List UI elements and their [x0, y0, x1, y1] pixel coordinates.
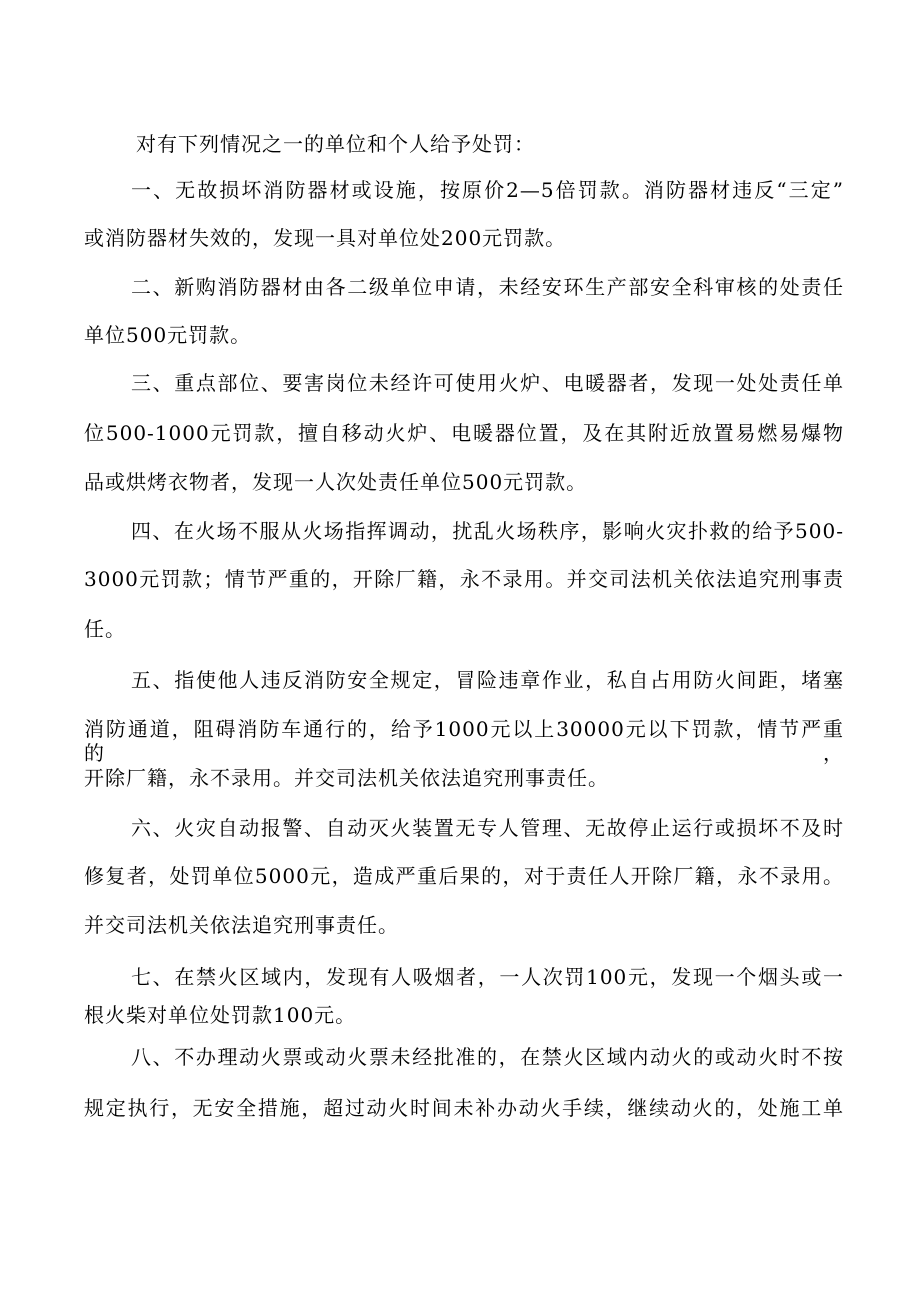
clause-2-line-2: 单位500元罚款。 [84, 323, 252, 347]
clause-6-line-2: 修复者，处罚单位5000元，造成严重后果的，对于责任人开除厂籍，永不录用。 [84, 864, 844, 888]
clause-4-line-2: 3000元罚款；情节严重的，开除厂籍，永不录用。并交司法机关依法追究刑事责 [84, 567, 844, 591]
clause-3-line-2: 位500-1000元罚款，擅自移动火炉、电暖器位置，及在其附近放置易燃易爆物 [84, 421, 844, 445]
intro-line: 对有下列情况之一的单位和个人给予处罚： [136, 132, 535, 156]
clause-8-line-2: 规定执行，无安全措施，超过动火时间未补办动火手续，继续动火的，处施工单 [84, 1096, 844, 1120]
clause-8-line-1: 八、不办理动火票或动火票未经批准的，在禁火区域内动火的或动火时不按 [131, 1045, 844, 1069]
clause-7-line-1: 七、在禁火区域内，发现有人吸烟者，一人次罚100元，发现一个烟头或一 [131, 965, 844, 989]
clause-4-line-1: 四、在火场不服从火场指挥调动，扰乱火场秩序，影响火灾扑救的给予500- [131, 519, 844, 543]
clause-4-line-3: 任。 [84, 617, 126, 641]
clause-3-line-3: 品或烘烤衣物者，发现一人次处责任单位500元罚款。 [84, 470, 588, 494]
clause-3-line-1: 三、重点部位、要害岗位未经许可使用火炉、电暖器者，发现一处处责任单 [131, 371, 844, 395]
clause-5-line-2: 消防通道，阻碍消防车通行的，给予1000元以上30000元以下罚款，情节严重的， [84, 717, 844, 765]
clause-1-line-2: 或消防器材失效的，发现一具对单位处200元罚款。 [84, 226, 567, 250]
clause-6-line-1: 六、火灾自动报警、自动灭火装置无专人管理、无故停止运行或损坏不及时 [131, 816, 844, 840]
clause-7-line-2: 根火柴对单位处罚款100元。 [84, 1003, 357, 1027]
clause-6-line-3: 并交司法机关依法追究刑事责任。 [84, 913, 399, 937]
clause-2-line-1: 二、新购消防器材由各二级单位申请，未经安环生产部安全科审核的处责任 [131, 275, 844, 299]
clause-1-line-1: 一、无故损坏消防器材或设施，按原价2—5倍罚款。消防器材违反“三定” [131, 178, 844, 202]
clause-5-line-1: 五、指使他人违反消防安全规定，冒险违章作业，私自占用防火间距，堵塞 [131, 668, 844, 692]
clause-5-line-3: 开除厂籍，永不录用。并交司法机关依法追究刑事责任。 [84, 766, 609, 790]
